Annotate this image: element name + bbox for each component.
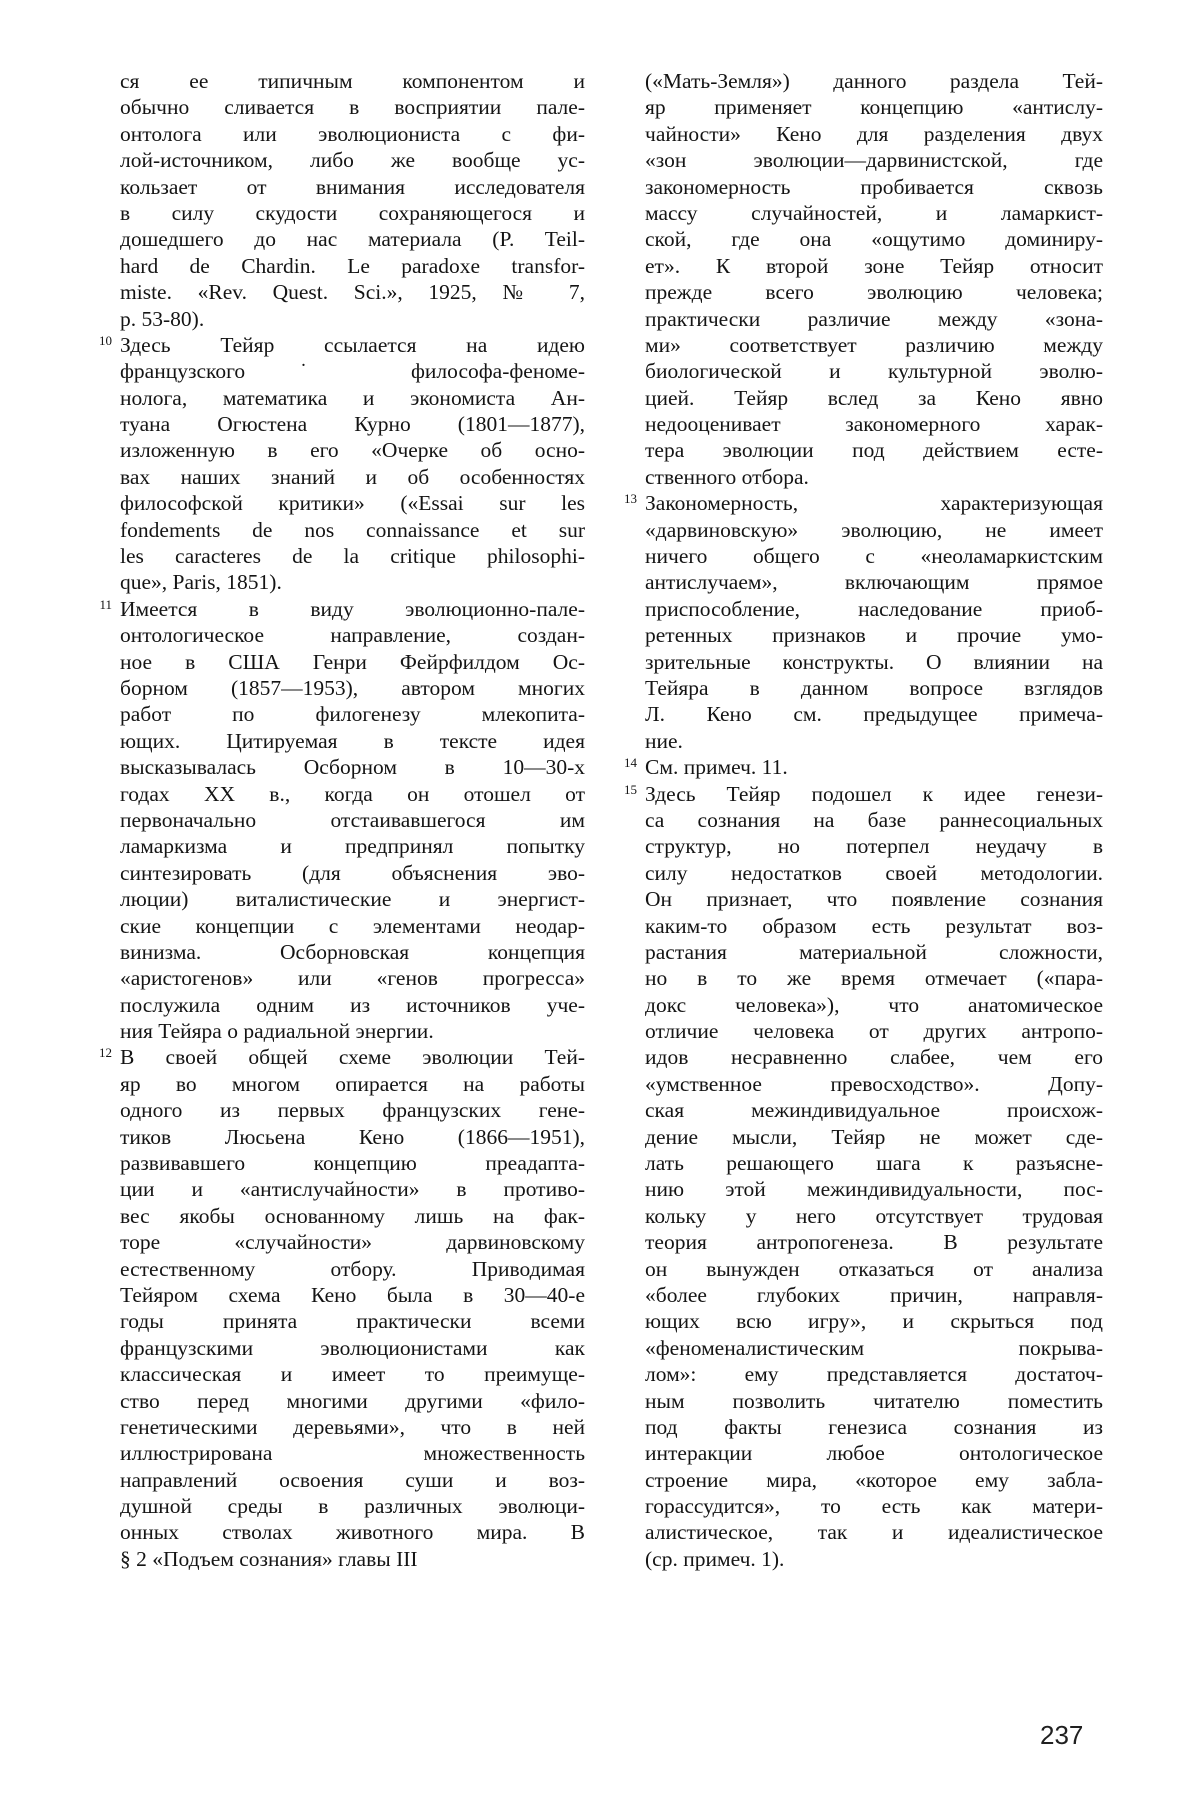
text-line: ская межиндивидуальное происхож- bbox=[645, 1098, 1103, 1123]
text-line: тиков Люсьена Кено (1866—1951), bbox=[120, 1124, 585, 1149]
left-column-continuation bbox=[120, 68, 585, 332]
text-line: зрительные конструкты. О влиянии на bbox=[645, 649, 1103, 674]
text-line: в силу скудости сохраняющегося и bbox=[120, 200, 585, 225]
text-line: винизма. Осборновская концепция bbox=[120, 939, 585, 964]
text-line: генетическими деревьями», что в ней bbox=[120, 1414, 585, 1439]
text-line: яр во многом опирается на работы bbox=[120, 1071, 585, 1096]
text-line: докс человека»), что анатомическое bbox=[645, 992, 1103, 1017]
text-line: «умственное превосходство». Допу- bbox=[645, 1071, 1103, 1096]
text-line: практически различие между «зона- bbox=[645, 306, 1103, 331]
text-line: высказывалась Осборном в 10—30-х bbox=[120, 755, 585, 780]
footnote-number: 13 bbox=[624, 491, 637, 507]
text-line: Имеется в виду эволюционно-пале- bbox=[120, 596, 585, 621]
text-line: французскими эволюционистами как bbox=[120, 1335, 585, 1360]
text-line: тера эволюции под действием есте- bbox=[645, 438, 1103, 463]
left-text-column bbox=[99, 68, 585, 1572]
text-line: синтезировать (для объяснения эво- bbox=[120, 860, 585, 885]
text-line: послужила одним из источников уче- bbox=[120, 992, 585, 1017]
text-line: естественному отбору. Приводимая bbox=[120, 1256, 585, 1281]
text-line: идов несравненно слабее, чем его bbox=[645, 1045, 1103, 1070]
text-line: цией. Тейяр вслед за Кено явно bbox=[645, 385, 1103, 410]
text-line: ции и «антислучайности» в противо- bbox=[120, 1177, 585, 1202]
text-line: fondements de nos connaissance et sur bbox=[120, 517, 585, 542]
text-line: каким-то образом есть результат воз- bbox=[645, 913, 1103, 938]
text-line: Л. Кено см. предыдущее примеча- bbox=[645, 702, 1103, 727]
text-line: иллюстрирована множественность bbox=[120, 1441, 585, 1466]
text-line: вес якобы основанному лишь на фак- bbox=[120, 1203, 585, 1228]
right-text-column bbox=[624, 68, 1103, 1572]
text-line: туана Огюстена Курно (1801—1877), bbox=[120, 412, 585, 437]
text-line: душной среды в различных эволюци- bbox=[120, 1494, 585, 1519]
text-line: les caracteres de la critique philosophi- bbox=[120, 544, 585, 569]
text-line: лом»: ему представляется достаточ- bbox=[645, 1362, 1103, 1387]
right-column-continuation bbox=[645, 68, 1103, 490]
text-line: нию этой межиндивидуальности, пос- bbox=[645, 1177, 1103, 1202]
text-line: Тейяром схема Кено была в 30—40-е bbox=[120, 1282, 585, 1307]
text-line: hard de Chardin. Le paradoxe transfor- bbox=[120, 253, 585, 278]
text-line: Здесь Тейяр ссылается на идею bbox=[120, 332, 585, 357]
text-line: торе «случайности» дарвиновскому bbox=[120, 1230, 585, 1255]
text-line: «аристогенов» или «генов прогресса» bbox=[120, 966, 585, 991]
text-line: прежде всего эволюцию человека; bbox=[645, 280, 1103, 305]
text-line: ся ее типичным компонентом и bbox=[120, 69, 585, 93]
text-line: («Мать-Земля») данного раздела Тей- bbox=[645, 69, 1103, 93]
text-line: ничего общего с «неоламаркистским bbox=[645, 544, 1103, 569]
text-line: изложенную в его «Очерке об осно- bbox=[120, 438, 585, 463]
text-line: Закономерность, характеризующая bbox=[645, 491, 1103, 516]
text-line: чайности» Кено для разделения двух bbox=[645, 121, 1103, 146]
text-line: но в то же время отмечает («пара- bbox=[645, 966, 1103, 991]
text-line: обычно сливается в восприятии пале- bbox=[120, 95, 585, 120]
text-line: вах наших знаний и об особенностях bbox=[120, 464, 585, 489]
text-line: Здесь Тейяр подошел к идее генези- bbox=[645, 781, 1103, 806]
footnote-15 bbox=[624, 781, 1103, 1573]
text-line: французского ˙ философа-феноме- bbox=[120, 359, 585, 384]
text-line: р. 53-80). bbox=[120, 306, 205, 331]
text-line: годах XX в., когда он отошел от bbox=[120, 781, 585, 806]
text-line: онных стволах животного мира. В bbox=[120, 1520, 585, 1545]
text-line: горассудится», то есть как матери- bbox=[645, 1494, 1103, 1519]
text-line: кользает от внимания исследователя bbox=[120, 174, 585, 199]
text-line: ские концепции с элементами неодар- bbox=[120, 913, 585, 938]
text-line: «дарвиновскую» эволюцию, не имеет bbox=[645, 517, 1103, 542]
text-line: В своей общей схеме эволюции Тей- bbox=[120, 1045, 585, 1070]
text-line: классическая и имеет то преимуще- bbox=[120, 1362, 585, 1387]
text-line: онтолога или эволюциониста с фи- bbox=[120, 121, 585, 146]
text-line: кольку у него отсутствует трудовая bbox=[645, 1203, 1103, 1228]
text-line: ство перед многими другими «фило- bbox=[120, 1388, 585, 1413]
text-line: биологической и культурной эволю- bbox=[645, 359, 1103, 384]
footnote-number: 10 bbox=[99, 332, 112, 348]
text-line: он вынужден отказаться от анализа bbox=[645, 1256, 1103, 1281]
footnote-13 bbox=[624, 490, 1103, 754]
footnote-number: 12 bbox=[99, 1045, 112, 1061]
text-line: нолога, математика и экономиста Ан- bbox=[120, 385, 585, 410]
text-line: онтологическое направление, создан- bbox=[120, 623, 585, 648]
text-line: дение мысли, Тейяр не может сде- bbox=[645, 1124, 1103, 1149]
text-line: ния Тейяра о радиальной энергии. bbox=[120, 1019, 434, 1044]
text-line: под факты генезиса сознания из bbox=[645, 1414, 1103, 1439]
text-line: ным позволить читателю поместить bbox=[645, 1388, 1103, 1413]
text-line: ет». К второй зоне Тейяр относит bbox=[645, 253, 1103, 278]
text-line: работ по филогенезу млекопита- bbox=[120, 702, 585, 727]
footnote-number: 15 bbox=[624, 781, 637, 797]
text-line: ное в США Генри Фейрфилдом Ос- bbox=[120, 649, 585, 674]
text-line: ламаркизма и предпринял попытку bbox=[120, 834, 585, 859]
text-line: са сознания на базе раннесоциальных bbox=[645, 807, 1103, 832]
text-line: силу недостатков своей методологии. bbox=[645, 860, 1103, 885]
footnote-number: 14 bbox=[624, 755, 637, 771]
footnote-12 bbox=[99, 1044, 585, 1572]
text-line: лать решающего шага к разъясне- bbox=[645, 1151, 1103, 1176]
text-line: закономерность пробивается сквозь bbox=[645, 174, 1103, 199]
text-line: «зон эволюции—дарвинистской, где bbox=[645, 148, 1103, 173]
text-line: теория антропогенеза. В результате bbox=[645, 1230, 1103, 1255]
text-line: См. примеч. 11. bbox=[645, 755, 788, 780]
text-line: борном (1857—1953), автором многих bbox=[120, 675, 585, 700]
text-line: интеракции любое онтологическое bbox=[645, 1441, 1103, 1466]
text-line: ми» соответствует различию между bbox=[645, 332, 1103, 357]
text-line: лой-источником, либо же вообще ус- bbox=[120, 148, 585, 173]
text-line: одного из первых французских гене- bbox=[120, 1098, 585, 1123]
text-line: ственного отбора. bbox=[645, 464, 809, 489]
text-line: растания материальной сложности, bbox=[645, 939, 1103, 964]
text-line: яр применяет концепцию «антислу- bbox=[645, 95, 1103, 120]
text-line: развивавшего концепцию преадапта- bbox=[120, 1151, 585, 1176]
text-line: приспособление, наследование приоб- bbox=[645, 596, 1103, 621]
text-line: «феноменалистическим покрыва- bbox=[645, 1335, 1103, 1360]
footnote-11 bbox=[99, 596, 585, 1045]
text-line: (ср. примеч. 1). bbox=[645, 1546, 785, 1571]
text-line: структур, но потерпел неудачу в bbox=[645, 834, 1103, 859]
text-line: ние. bbox=[645, 728, 683, 753]
footnote-10 bbox=[99, 332, 585, 596]
text-line: Тейяра в данном вопросе взглядов bbox=[645, 675, 1103, 700]
text-line: дошедшего до нас материала (P. Teil- bbox=[120, 227, 585, 252]
text-line: ской, где она «ощутимо доминиру- bbox=[645, 227, 1103, 252]
text-line: «более глубоких причин, направля- bbox=[645, 1282, 1103, 1307]
text-line: люции) виталистические и энергист- bbox=[120, 887, 585, 912]
text-line: массу случайностей, и ламаркист- bbox=[645, 200, 1103, 225]
text-line: ретенных признаков и прочие умо- bbox=[645, 623, 1103, 648]
footnote-number: 11 bbox=[99, 596, 112, 612]
text-line: ющих. Цитируемая в тексте идея bbox=[120, 728, 585, 753]
text-line: строение мира, «которое ему забла- bbox=[645, 1467, 1103, 1492]
text-line: философской критики» («Essai sur les bbox=[120, 491, 585, 516]
text-line: алистическое, так и идеалистическое bbox=[645, 1520, 1103, 1545]
page-number: 237 bbox=[1040, 1720, 1084, 1750]
text-line: недооценивает закономерного харак- bbox=[645, 412, 1103, 437]
text-line: ющих всю игру», и скрыться под bbox=[645, 1309, 1103, 1334]
text-line: антислучаем», включающим прямое bbox=[645, 570, 1103, 595]
text-line: годы принята практически всеми bbox=[120, 1309, 585, 1334]
text-line: отличие человека от других антропо- bbox=[645, 1019, 1103, 1044]
text-line: направлений освоения суши и воз- bbox=[120, 1467, 585, 1492]
text-line: первоначально отстаивавшегося им bbox=[120, 807, 585, 832]
footnote-14 bbox=[624, 754, 1103, 780]
text-line: Он признает, что появление сознания bbox=[645, 887, 1103, 912]
text-line: § 2 «Подъем сознания» главы III bbox=[120, 1546, 418, 1571]
text-line: que», Paris, 1851). bbox=[120, 570, 282, 595]
text-line: miste. «Rev. Quest. Sci.», 1925, № 7, bbox=[120, 280, 585, 305]
